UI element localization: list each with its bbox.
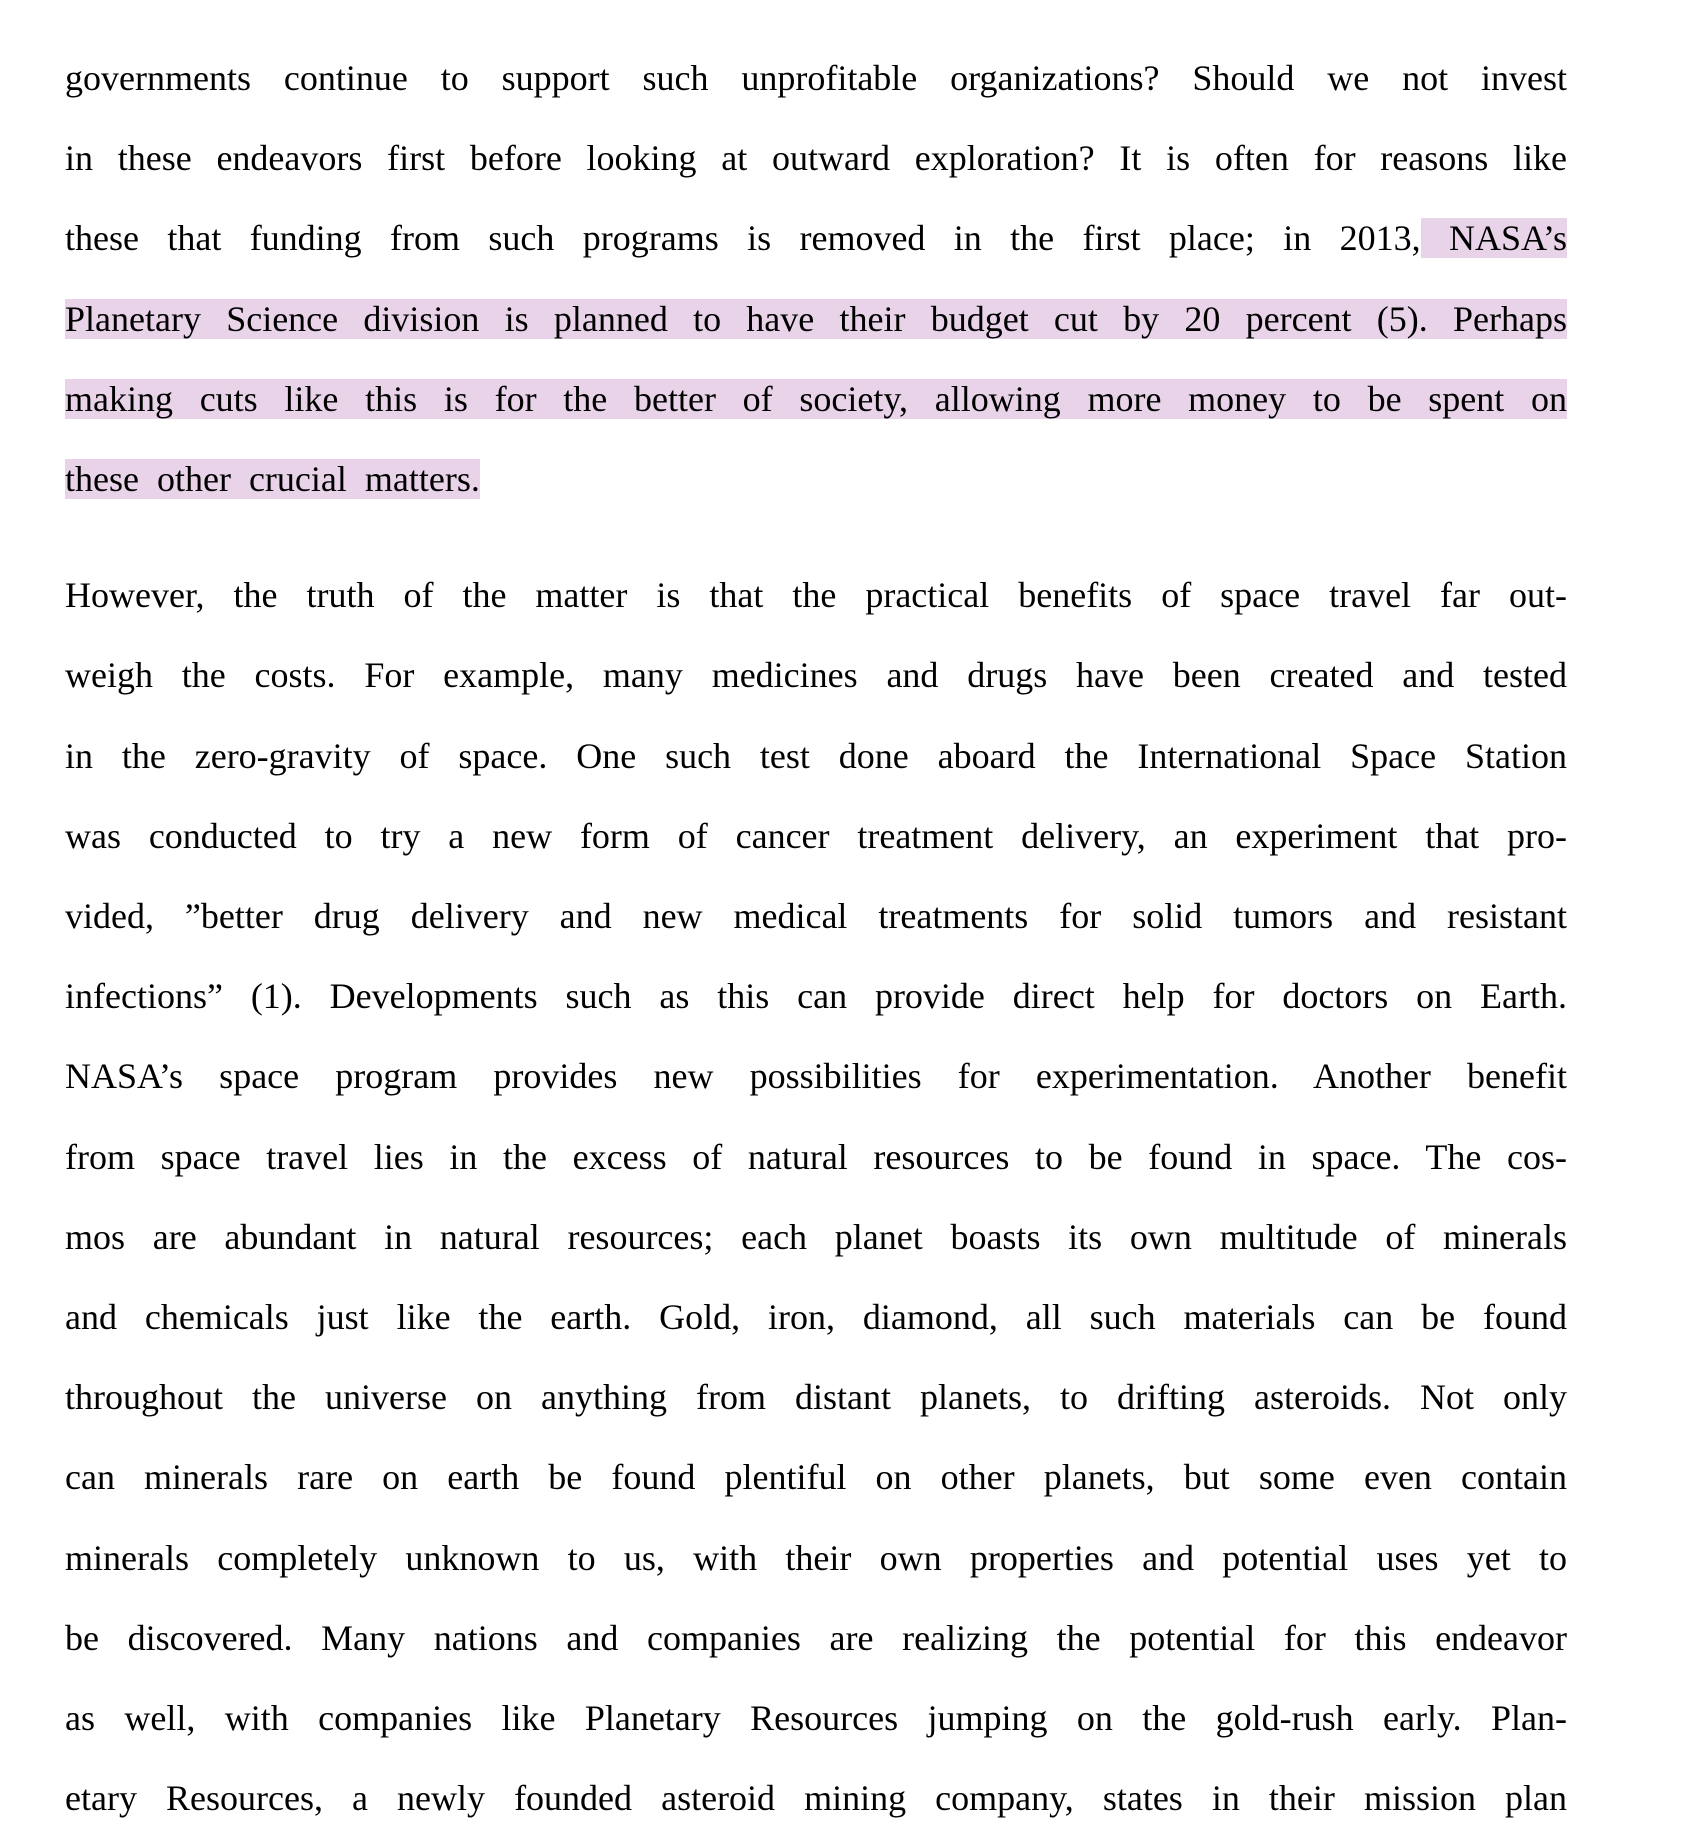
text-line	[65, 1598, 1567, 1678]
text-segment: infections” (1). Developments such as this can provide direct help for doctors on Earth.	[65, 976, 1567, 1017]
text-line	[65, 796, 1567, 876]
essay-text	[65, 38, 1567, 1836]
text-line	[65, 359, 1567, 439]
text-line	[65, 1518, 1567, 1598]
text-segment: minerals completely unknown to us, with their own properties and potential uses yet to	[65, 1537, 1567, 1578]
text-segment: as well, with companies like Planetary Resources jumping on the gold-rush early. Plan-	[65, 1698, 1567, 1739]
text-line	[65, 279, 1567, 359]
highlighted-text: Planetary Science division is planned to have their budget cut by 20 percent (5). Perhaps	[65, 298, 1567, 339]
text-line	[65, 198, 1567, 278]
text-line	[65, 118, 1567, 198]
text-segment: in the zero-gravity of space. One such test done aboard the International Space Station	[65, 735, 1567, 776]
highlighted-text: these other crucial matters.	[65, 459, 480, 500]
paragraph	[65, 38, 1567, 519]
text-line	[65, 1277, 1567, 1357]
text-segment: from space travel lies in the excess of natural resources to be found in space. The cos-	[65, 1136, 1567, 1177]
text-line	[65, 876, 1567, 956]
highlighted-text: making cuts like this is for the better of society, allowing more money to be spent on	[65, 378, 1567, 419]
text-line	[65, 1678, 1567, 1758]
text-segment: weigh the costs. For example, many medicines and drugs have been created and tested	[65, 655, 1567, 696]
text-segment: these that funding from such programs is removed in the first place; in 2013,	[65, 218, 1421, 259]
text-segment: in these endeavors first before looking at outward exploration? It is often for reasons like	[65, 138, 1567, 179]
highlighted-text: NASA’s	[1420, 218, 1568, 259]
text-line	[65, 1758, 1567, 1836]
text-line	[65, 1357, 1567, 1437]
text-segment: mos are abundant in natural resources; each planet boasts its own multitude of minerals	[65, 1216, 1567, 1257]
text-line	[65, 716, 1567, 796]
text-line	[65, 439, 1567, 519]
text-segment: and chemicals just like the earth. Gold, iron, diamond, all such materials can be found	[65, 1297, 1567, 1338]
text-segment: vided, ”better drug delivery and new medical treatments for solid tumors and resistant	[65, 896, 1567, 937]
text-line	[65, 1117, 1567, 1197]
text-segment: However, the truth of the matter is that the practical benefits of space travel far out-	[65, 575, 1567, 616]
text-segment: NASA’s space program provides new possibilities for experimentation. Another benefit	[65, 1056, 1567, 1097]
text-segment: governments continue to support such unprofitable organizations? Should we not invest	[65, 58, 1567, 98]
text-line	[65, 555, 1567, 635]
text-line	[65, 1036, 1567, 1116]
paragraph	[65, 555, 1567, 1836]
text-line	[65, 1197, 1567, 1277]
text-segment: can minerals rare on earth be found plentiful on other planets, but some even contain	[65, 1457, 1567, 1498]
text-line	[65, 1437, 1567, 1517]
text-segment: be discovered. Many nations and companies are realizing the potential for this endeavor	[65, 1617, 1567, 1658]
text-line	[65, 38, 1567, 118]
text-segment: was conducted to try a new form of cancer treatment delivery, an experiment that pro-	[65, 815, 1567, 856]
text-line	[65, 635, 1567, 715]
text-segment: throughout the universe on anything from distant planets, to drifting asteroids. Not only	[65, 1377, 1567, 1418]
text-line	[65, 956, 1567, 1036]
text-segment: etary Resources, a newly founded asteroid mining company, states in their mission plan	[65, 1778, 1567, 1819]
